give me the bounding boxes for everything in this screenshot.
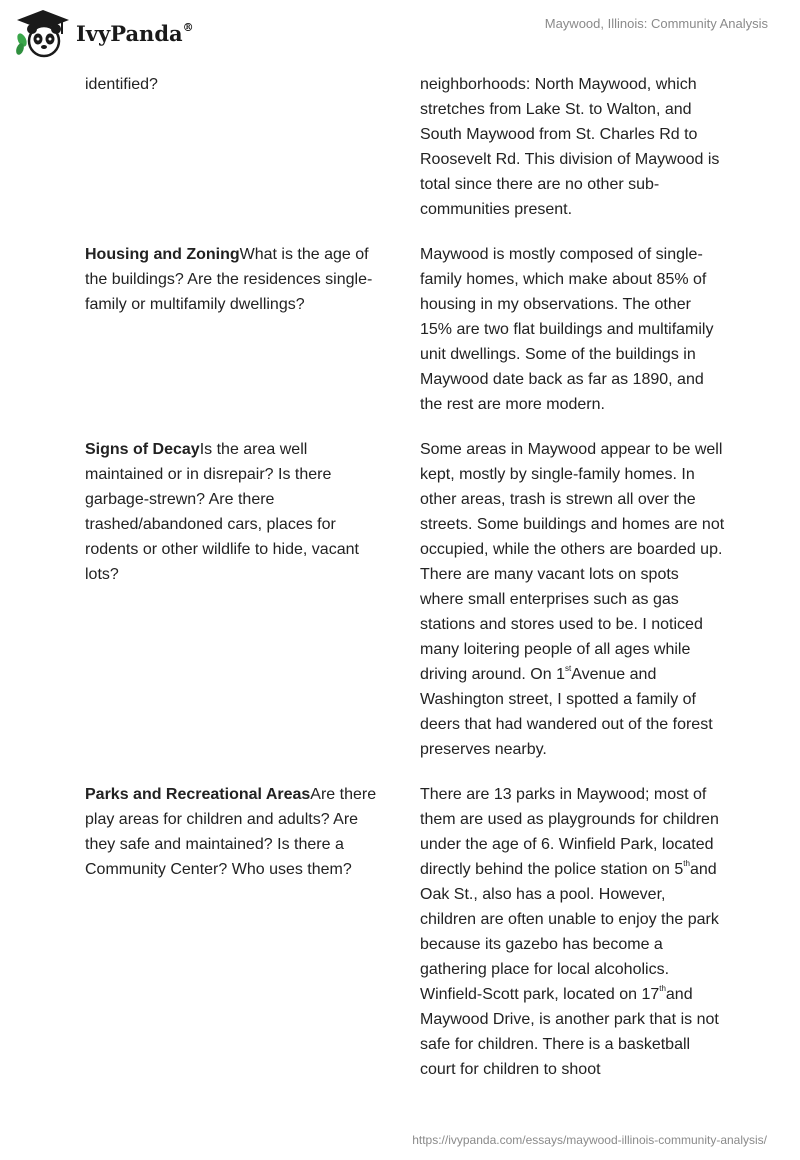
question-text: Is the area well maintained or in disrepair? Is there garbage-strewn? Are there trashed/abandoned cars, places for rodents or other wildlife to hide, vacant lots?	[85, 441, 359, 583]
table-row	[85, 437, 725, 762]
answer-cell	[420, 782, 725, 1082]
answer-cell	[420, 437, 725, 762]
category-label: Signs of Decay	[85, 441, 200, 458]
table-row	[85, 72, 725, 222]
answer-text: Some areas in Maywood appear to be well kept, mostly by single-family homes. In other areas, trash is strewn all over the streets. Some buildings and homes are not occupied, while the others are boarded up. There are many vacant lots on spots where small enterprises such as gas stations and stores used to be. I noticed many loitering people of all ages while driving around. On 1	[420, 441, 725, 683]
table-row	[85, 782, 725, 1082]
ordinal-suffix: th	[659, 984, 666, 993]
ordinal-suffix: st	[564, 664, 572, 673]
question-text: identified?	[85, 76, 158, 93]
registered-mark: ®	[182, 20, 194, 34]
brand-name: IvyPanda®	[76, 20, 194, 46]
question-cell	[85, 782, 388, 1082]
ordinal-suffix: th	[683, 859, 690, 868]
answer-text: and Oak St., also has a pool. However, children are often unable to enjoy the park because its gazebo has become a gathering place for local alcoholics. Winfield-Scott park, located on 17	[420, 861, 719, 1003]
answer-text: There are 13 parks in Maywood; most of them are used as playgrounds for children under the age of 6. Winfield Park, located directly behind the police station on 5	[420, 786, 719, 878]
category-label: Housing and Zoning	[85, 246, 240, 263]
panda-graduate-icon	[14, 8, 72, 58]
answer-text: and Maywood Drive, is another park that is not safe for children. There is a basketball court for children to shoot	[420, 986, 719, 1078]
question-cell	[85, 72, 388, 222]
document-title: Maywood, Illinois: Community Analysis	[544, 16, 768, 31]
answer-text: Avenue and Washington street, I spotted a family of deers that had wandered out of the forest preserves nearby.	[420, 666, 713, 758]
question-text: What is the age of the buildings? Are the residences single-family or multifamily dwellings?	[85, 246, 373, 313]
answer-cell: neighborhoods: North Maywood, which stretches from Lake St. to Walton, and South Maywood from St. Charles Rd to Roosevelt Rd. This division of Maywood is total since there are no other sub-communities present.	[420, 76, 720, 218]
question-cell	[85, 437, 388, 762]
source-url[interactable]: https://ivypanda.com/essays/maywood-illinois-community-analysis/	[412, 1133, 767, 1147]
assessment-table	[85, 72, 725, 1102]
table-row	[85, 242, 725, 417]
category-label: Parks and Recreational Areas	[85, 786, 311, 803]
question-text: Are there play areas for children and adults? Are they safe and maintained? Is there a Community Center? Who uses them?	[85, 786, 377, 878]
page-header	[0, 0, 800, 70]
question-cell	[85, 242, 388, 417]
ivypanda-logo[interactable]	[14, 8, 194, 58]
answer-cell: Maywood is mostly composed of single-family homes, which make about 85% of housing in my observations. The other 15% are two flat buildings and multifamily unit dwellings. Some of the buildings in Maywood date back as far as 1890, and the rest are more modern.	[420, 246, 714, 413]
